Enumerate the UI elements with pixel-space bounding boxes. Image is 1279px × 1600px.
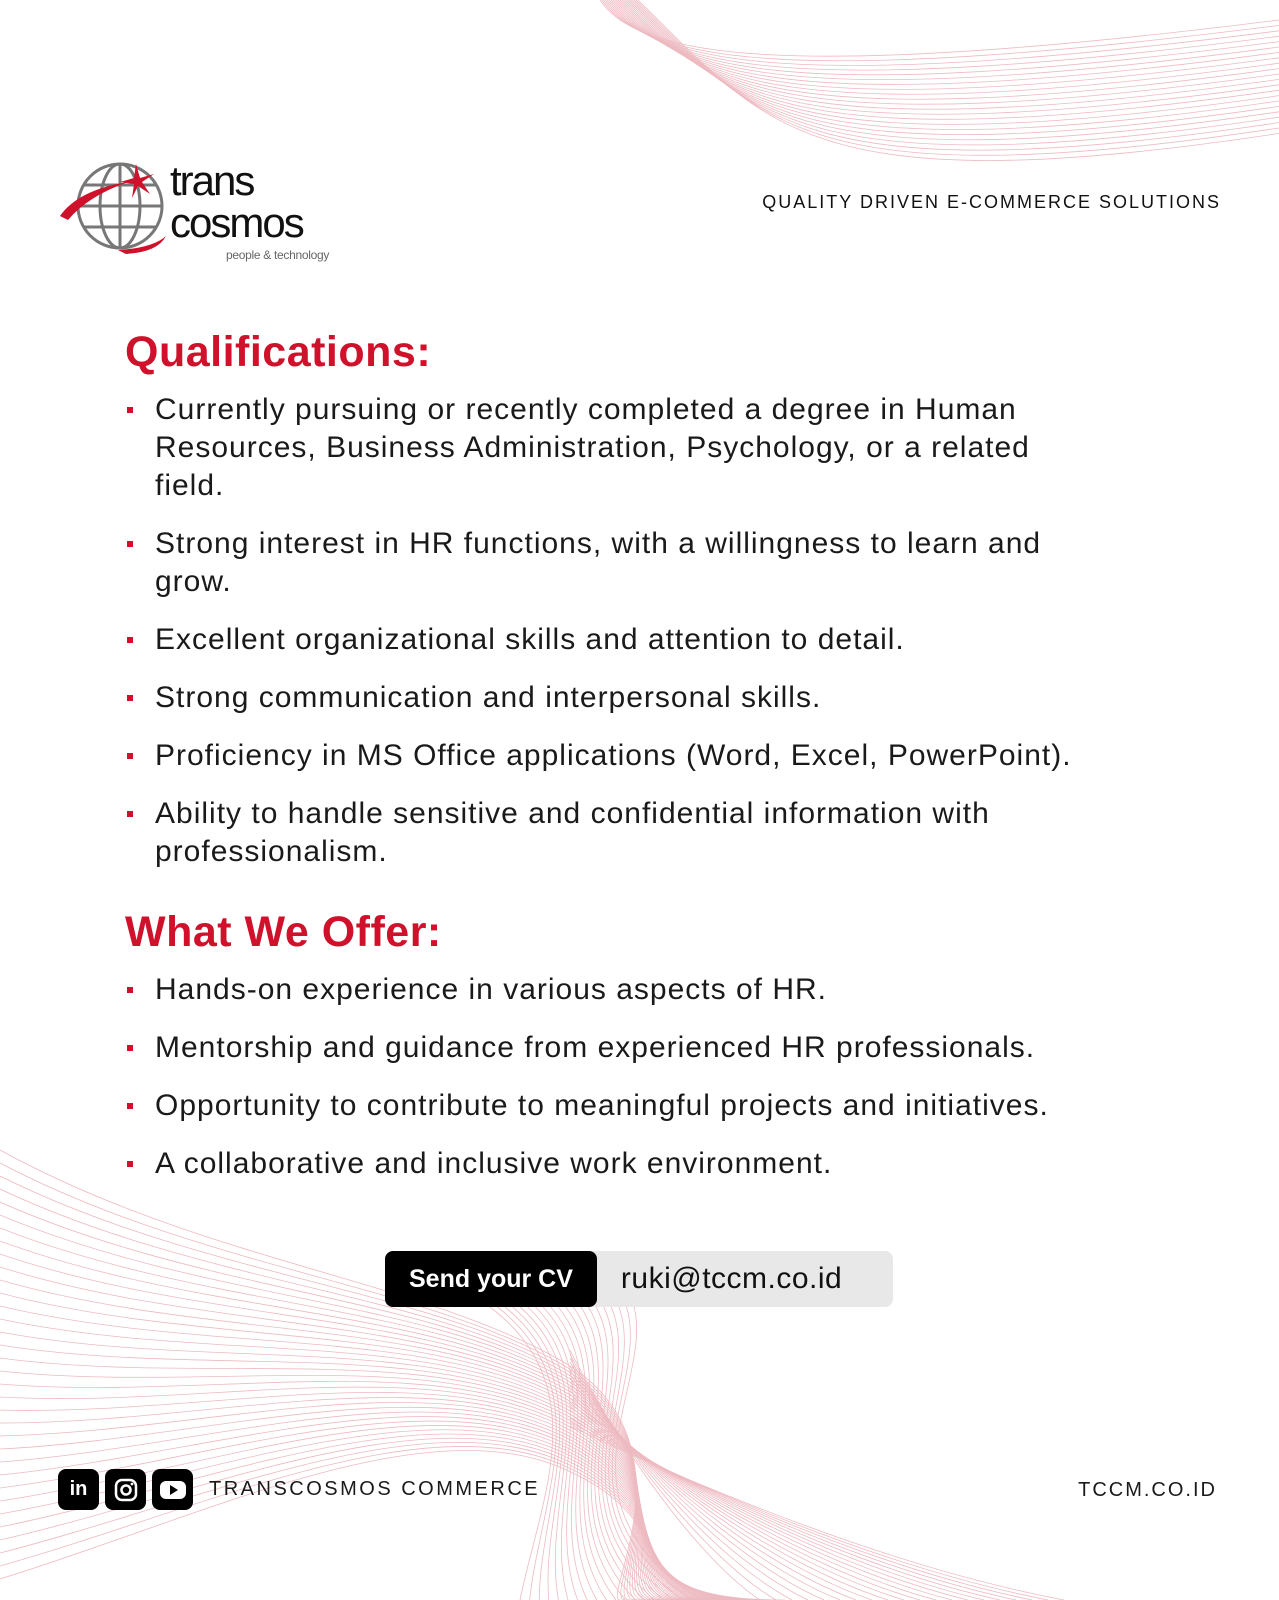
instagram-icon[interactable] <box>105 1469 146 1510</box>
globe-icon <box>58 160 168 260</box>
list-item: Opportunity to contribute to meaningful projects and initiatives. <box>125 1087 1165 1125</box>
qualifications-list <box>125 391 1165 871</box>
logo-line-1: trans <box>170 157 254 204</box>
list-item: Strong communication and interpersonal skills. <box>125 679 1165 717</box>
list-item: Mentorship and guidance from experienced HR professionals. <box>125 1029 1165 1067</box>
qualifications-title: Qualifications: <box>125 328 432 376</box>
youtube-icon[interactable] <box>152 1469 193 1510</box>
list-item: Ability to handle sensitive and confidential information with professionalism. <box>125 795 1165 871</box>
list-item: Hands-on experience in various aspects of HR. <box>125 971 1165 1009</box>
offer-list <box>125 971 1165 1183</box>
social-links <box>58 1469 540 1510</box>
linkedin-glyph: in <box>69 1478 88 1500</box>
list-item: A collaborative and inclusive work environment. <box>125 1145 1165 1183</box>
list-item: Strong interest in HR functions, with a willingness to learn and grow. <box>125 525 1165 601</box>
list-item: Excellent organizational skills and attention to detail. <box>125 621 1165 659</box>
transcosmos-logo <box>58 157 348 264</box>
logo-tagline: people & technology <box>226 248 330 262</box>
send-cv-banner <box>385 1251 893 1307</box>
offer-section <box>125 908 1165 1183</box>
website-link[interactable]: TCCM.CO.ID <box>1078 1479 1217 1501</box>
offer-title: What We Offer: <box>125 908 442 956</box>
linkedin-icon[interactable] <box>58 1469 99 1510</box>
qualifications-section <box>125 328 1165 871</box>
logo-line-2: cosmos <box>170 199 303 246</box>
list-item: Proficiency in MS Office applications (Word, Excel, PowerPoint). <box>125 737 1165 775</box>
send-cv-label: Send your CV <box>385 1251 597 1307</box>
company-slogan: QUALITY DRIVEN E-COMMERCE SOLUTIONS <box>762 192 1221 212</box>
brand-name: TRANSCOSMOS COMMERCE <box>209 1478 541 1500</box>
list-item: Currently pursuing or recently completed a degree in Human Resources, Business Administration, Psychology, or a related field. <box>125 391 1165 505</box>
cv-email-link[interactable]: ruki@tccm.co.id <box>620 1262 843 1295</box>
